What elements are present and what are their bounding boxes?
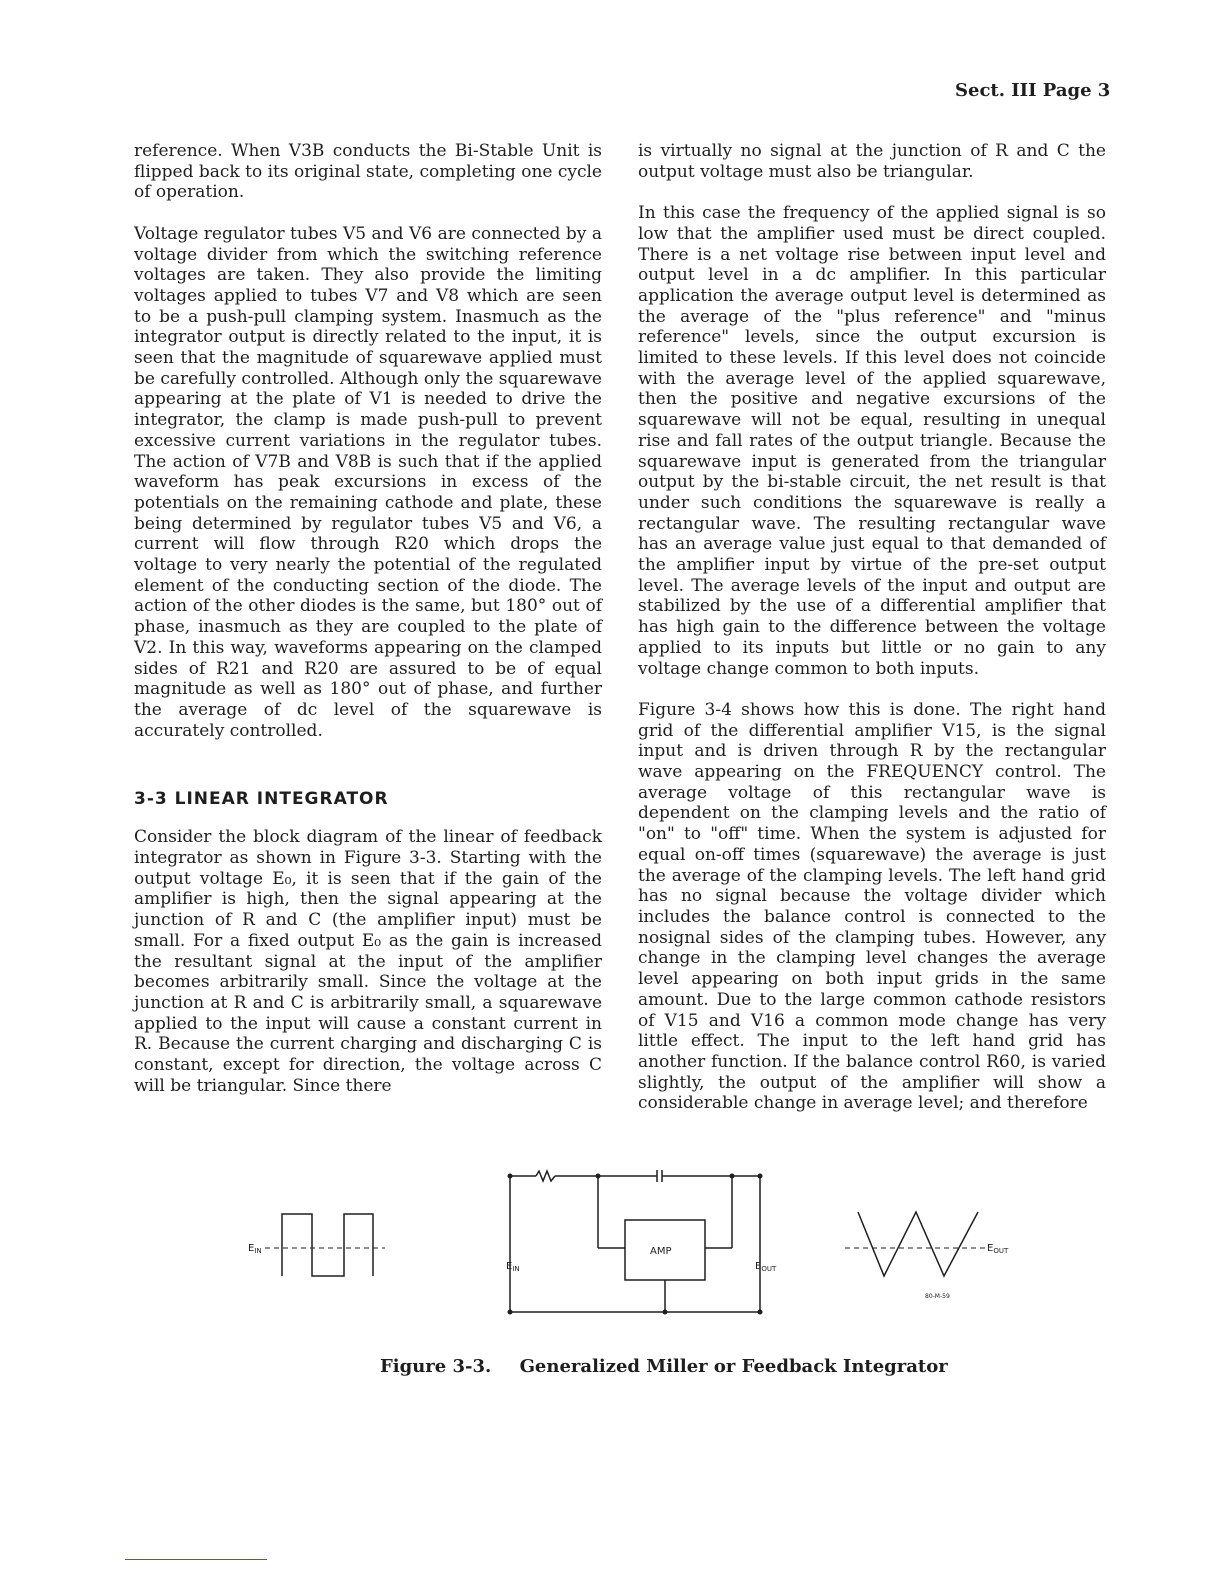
paragraph: reference. When V3B conducts the Bi-Stable Unit is flipped back to its original state, completing one cycle of operation. <box>134 141 602 203</box>
paragraph: In this case the frequency of the applied signal is so low that the amplifier used must be direct coupled. There is a net voltage rise between input level and output level in a dc amplifier. In this particular application the average output level is determined as the average of the "plus reference" and "minus reference" levels, since the output excursion is limited to these levels. If this level does not coincide with the average level of the applied squarewave, then the positive and negative excursions of the squarewave will not be equal, resulting in unequal rise and fall rates of the output triangle. Because the squarewave input is generated from the triangular output by the bi-stable circuit, the net result is that under such conditions the squarewave is really a rectangular wave. The resulting rectangular wave has an average value just equal to that demanded of the amplifier input by virtue of the pre-set output level. The average levels of the input and output are stabilized by the use of a differential amplifier that has high gain to the difference between the voltage applied to its inputs but little or no gain to any voltage change common to both inputs. <box>638 203 1106 679</box>
caption-number: Figure 3-3. <box>380 1356 492 1377</box>
integrator-figure <box>220 1150 1040 1340</box>
right-column <box>638 141 1106 1135</box>
ein-label: $E_{IN}$ <box>248 1243 262 1255</box>
resistor-r <box>536 1171 555 1181</box>
left-column <box>134 141 602 1117</box>
circuit-nodes <box>508 1174 763 1315</box>
figure-caption <box>380 1356 980 1377</box>
caption-title: Generalized Miller or Feedback Integrator <box>519 1356 948 1377</box>
paragraph: Voltage regulator tubes V5 and V6 are connected by a voltage divider from which the switching reference voltages are taken. They also provide the limiting voltages applied to tubes V7 and V8 which are seen to be a push-pull clamping system. Inasmuch as the integrator output is directly related to the input, it is seen that the magnitude of squarewave applied must be carefully controlled. Although only the squarewave appearing at the plate of V1 is needed to drive the integrator, the clamp is made push-pull to prevent excessive current variations in the regulator tubes. The action of V7B and V8B is such that if the applied waveform has peak excursions in excess of the potentials on the remaining cathode and plate, these being determined by regulator tubes V5 and V6, a current will flow through R20 which drops the voltage to very nearly the potential of the regulated element of the conducting section of the diode. The action of the other diodes is the same, but 180° out of phase, inasmuch as they are coupled to the plate of V2. In this way, waveforms appearing on the clamped sides of R21 and R20 are assured to be of equal magnitude as well as 180° out of phase, and further the average of dc level of the squarewave is accurately controlled. <box>134 223 602 741</box>
drawing-code: 80-M-59 <box>925 1293 950 1300</box>
circuit-eout-label: $E_{OUT}$ <box>755 1261 777 1273</box>
integrator-diagram <box>220 1150 1040 1340</box>
page-header: Sect. III Page 3 <box>955 80 1111 101</box>
section-heading: 3-3 LINEAR INTEGRATOR <box>134 789 389 810</box>
integrator-circuit <box>510 1170 760 1312</box>
eout-label: $E_{OUT}$ <box>987 1243 1009 1255</box>
circuit-ein-label: $E_{IN}$ <box>506 1261 520 1273</box>
footer-rule <box>125 1559 267 1560</box>
output-triangle-wave <box>845 1212 985 1276</box>
paragraph: is virtually no signal at the junction of R and C the output voltage must also be triangular. <box>638 141 1106 182</box>
paragraph: Consider the block diagram of the linear of feedback integrator as shown in Figure 3-3. Starting with the output voltage E₀, it is seen that if the gain of the amplifier is high, then the signal appearing at the junction of R and C (the amplifier input) must be small. For a fixed output E₀ as the gain is increased the resultant signal at the input of the amplifier becomes arbitrarily small. Since the voltage at the junction at R and C is arbitrarily small, a squarewave applied to the input will cause a constant current in R. Because the current charging and discharging C is constant, except for direction, the voltage across C will be triangular. Since there <box>134 827 602 1096</box>
paragraph: Figure 3-4 shows how this is done. The right hand grid of the differential amplifier V15, is the signal input and is driven through R by the rectangular wave appearing on the FREQUENCY control. The average voltage of this rectangular wave is dependent on the clamping levels and the ratio of "on" to "off" time. When the system is adjusted for equal on-off times (squarewave) the average is just the average of the clamping levels. The left hand grid has no signal because the voltage divider which includes the balance control is connected to the nosignal sides of the clamping tubes. However, any change in the clamping level changes the average level appearing on both input grids in the same amount. Due to the large common cathode resistors of V15 and V16 a common mode change has very little effect. The input to the left hand grid has another function. If the balance control R60, is varied slightly, the output of the amplifier will show a considerable change in average level; and therefore <box>638 699 1106 1114</box>
amp-label: AMP <box>650 1246 672 1257</box>
input-squarewave <box>265 1214 385 1276</box>
